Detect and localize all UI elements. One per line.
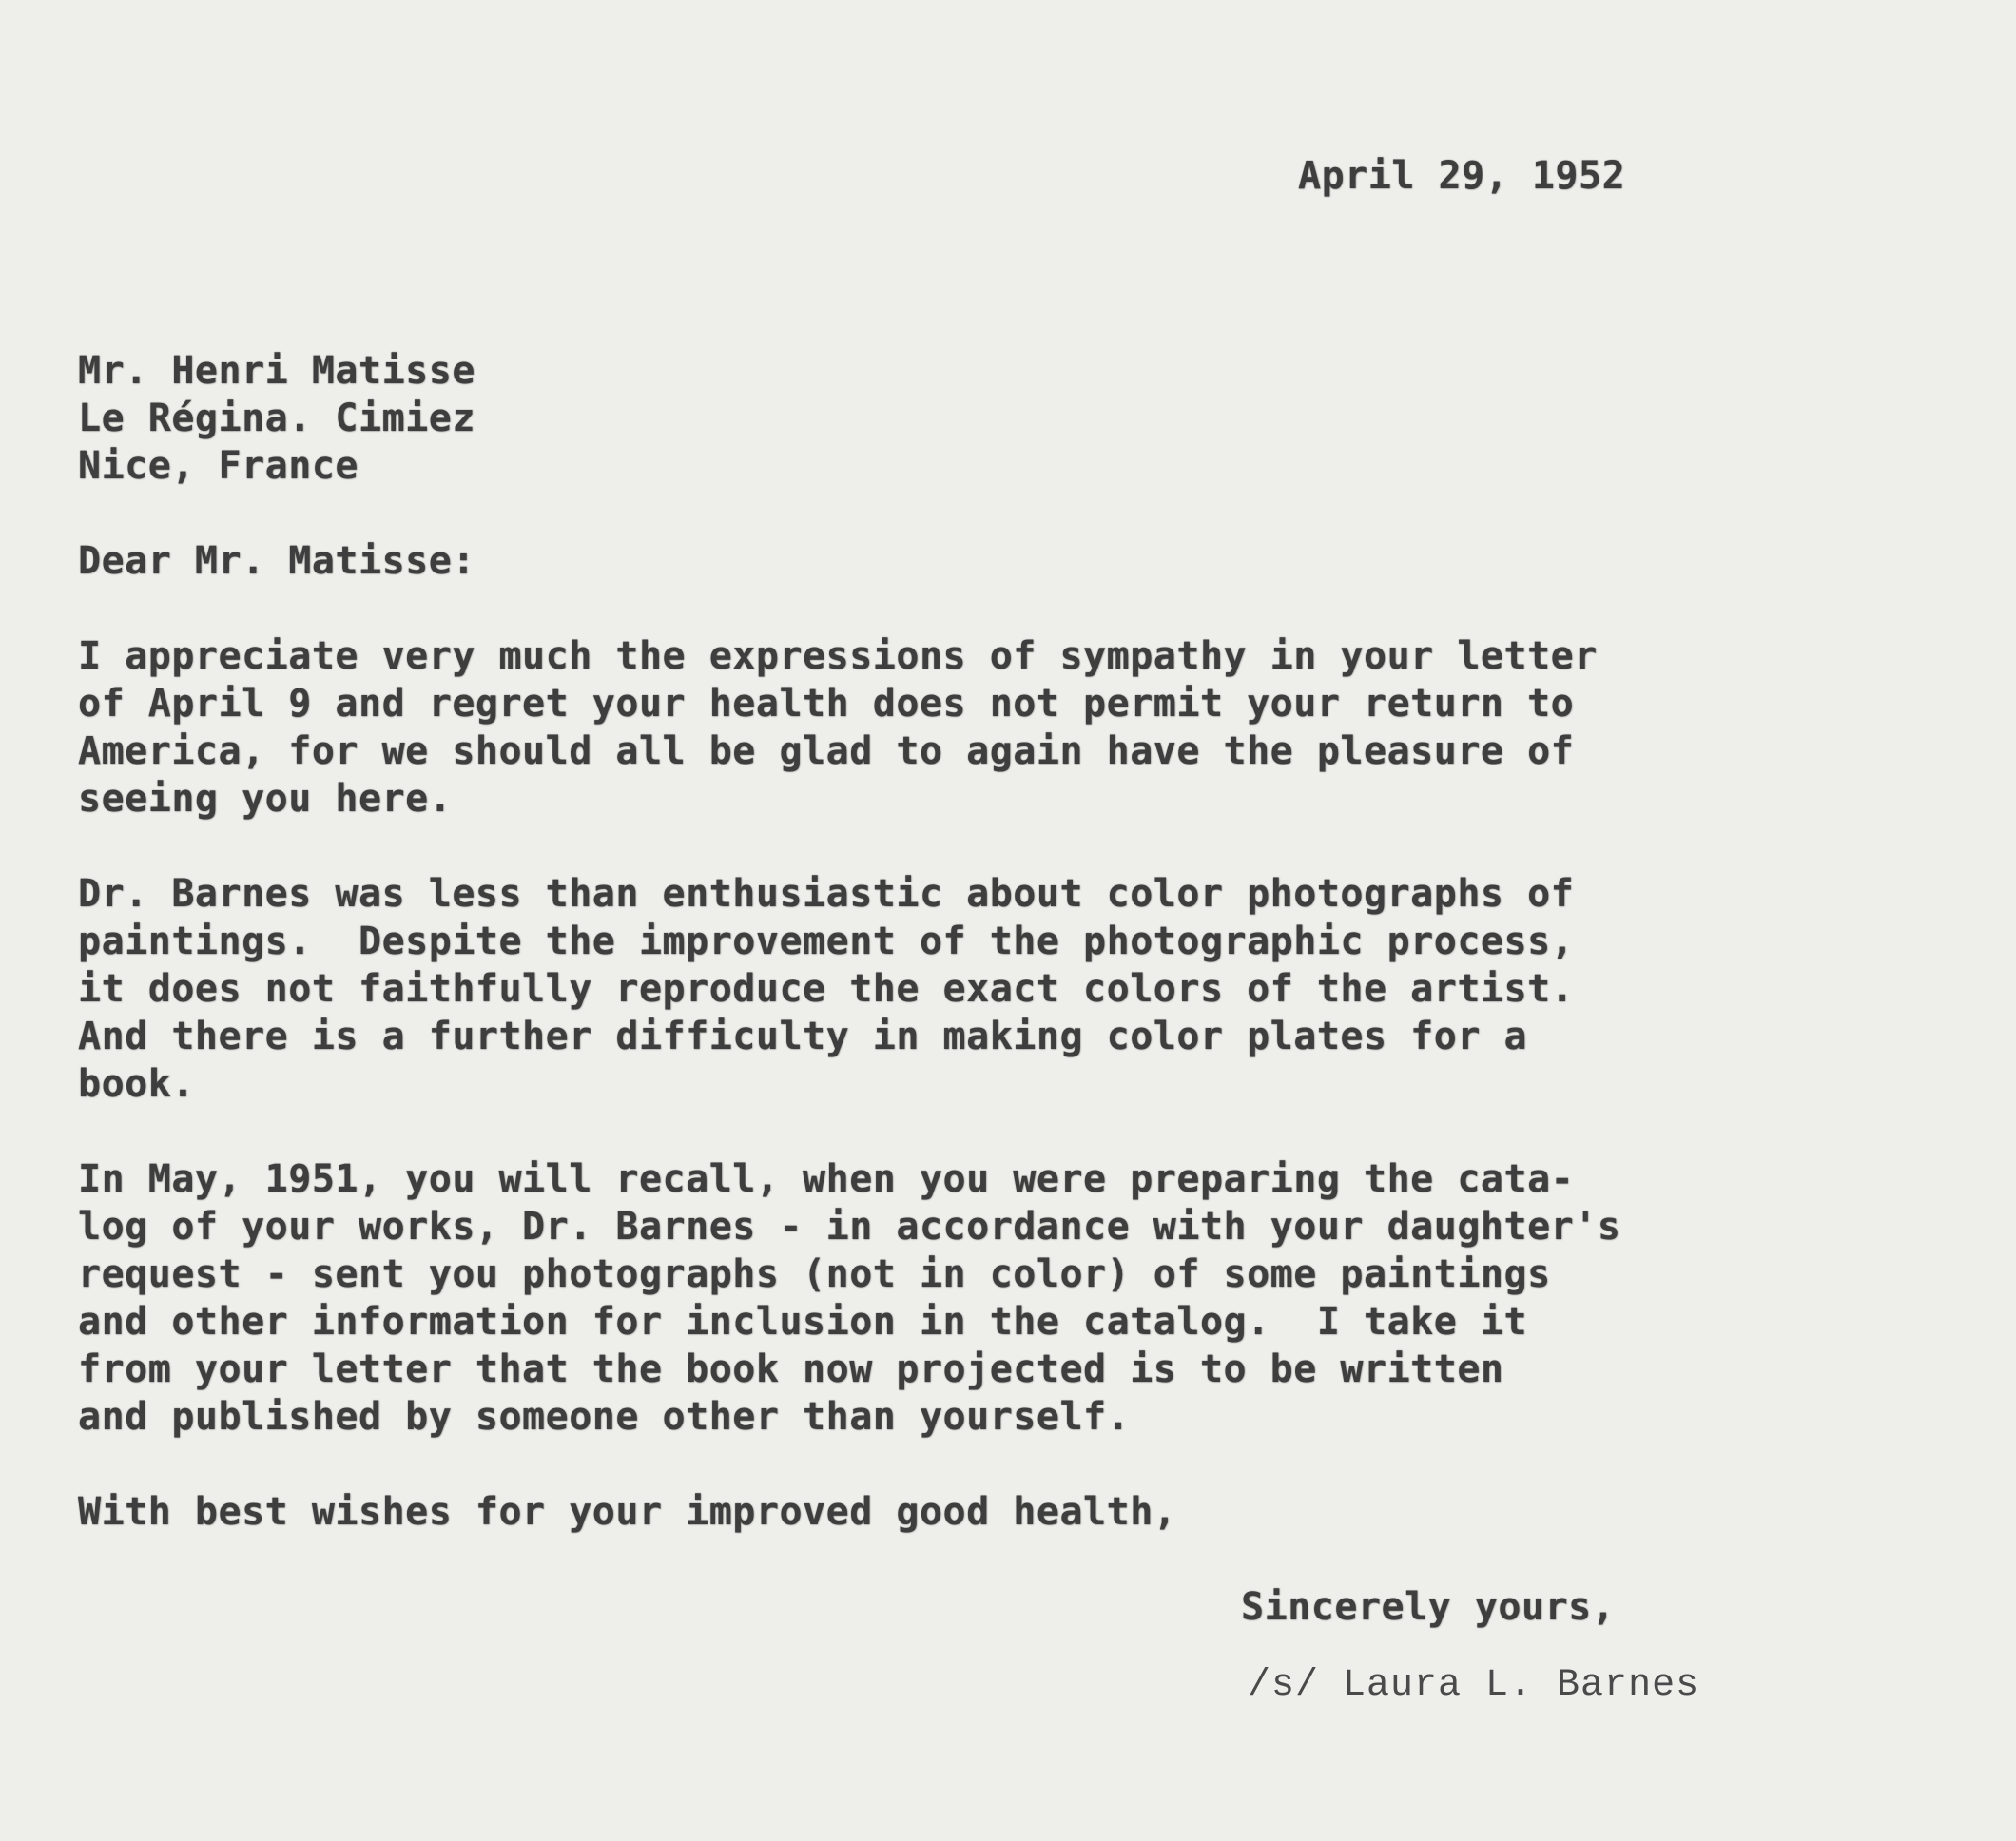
paragraph-line: book. — [78, 1062, 195, 1106]
paragraph-line: of April 9 and regret your health does not permit your return to — [78, 682, 1575, 726]
letter-date: April 29, 1952 — [1298, 154, 1626, 198]
paragraph-line: America, for we should all be glad to again have the pleasure of — [78, 729, 1575, 773]
address-line: Nice, France — [78, 444, 359, 488]
paragraph-line: it does not faithfully reproduce the exact colors of the artist. — [78, 967, 1575, 1011]
paragraph-line: and other information for inclusion in the catalog. I take it — [78, 1300, 1528, 1344]
paragraph-line: paintings. Despite the improvement of the photographic process, — [78, 920, 1575, 963]
signature-line: /s/ Laura L. Barnes — [1248, 1664, 1700, 1707]
paragraph-line: seeing you here. — [78, 777, 453, 821]
paragraph-line: and published by someone other than yourself. — [78, 1395, 1131, 1439]
salutation: Dear Mr. Matisse: — [78, 539, 475, 583]
paragraph-line: I appreciate very much the expressions of sympathy in your letter — [78, 634, 1598, 678]
paragraph-line: log of your works, Dr. Barnes - in accordance with your daughter's — [78, 1205, 1621, 1249]
paragraph-line: request - sent you photographs (not in color) of some paintings — [78, 1252, 1551, 1296]
address-line: Mr. Henri Matisse — [78, 349, 475, 393]
paragraph-line: In May, 1951, you will recall, when you were preparing the cata- — [78, 1157, 1575, 1201]
paragraph-line: Dr. Barnes was less than enthusiastic about color photographs of — [78, 872, 1575, 916]
valediction: Sincerely yours, — [1241, 1585, 1616, 1629]
closing-wish: With best wishes for your improved good health, — [78, 1490, 1177, 1534]
paragraph-line: from your letter that the book now projected is to be written — [78, 1347, 1504, 1391]
paragraph-line: And there is a further difficulty in making color plates for a — [78, 1015, 1528, 1058]
address-line: Le Régina. Cimiez — [78, 397, 475, 440]
